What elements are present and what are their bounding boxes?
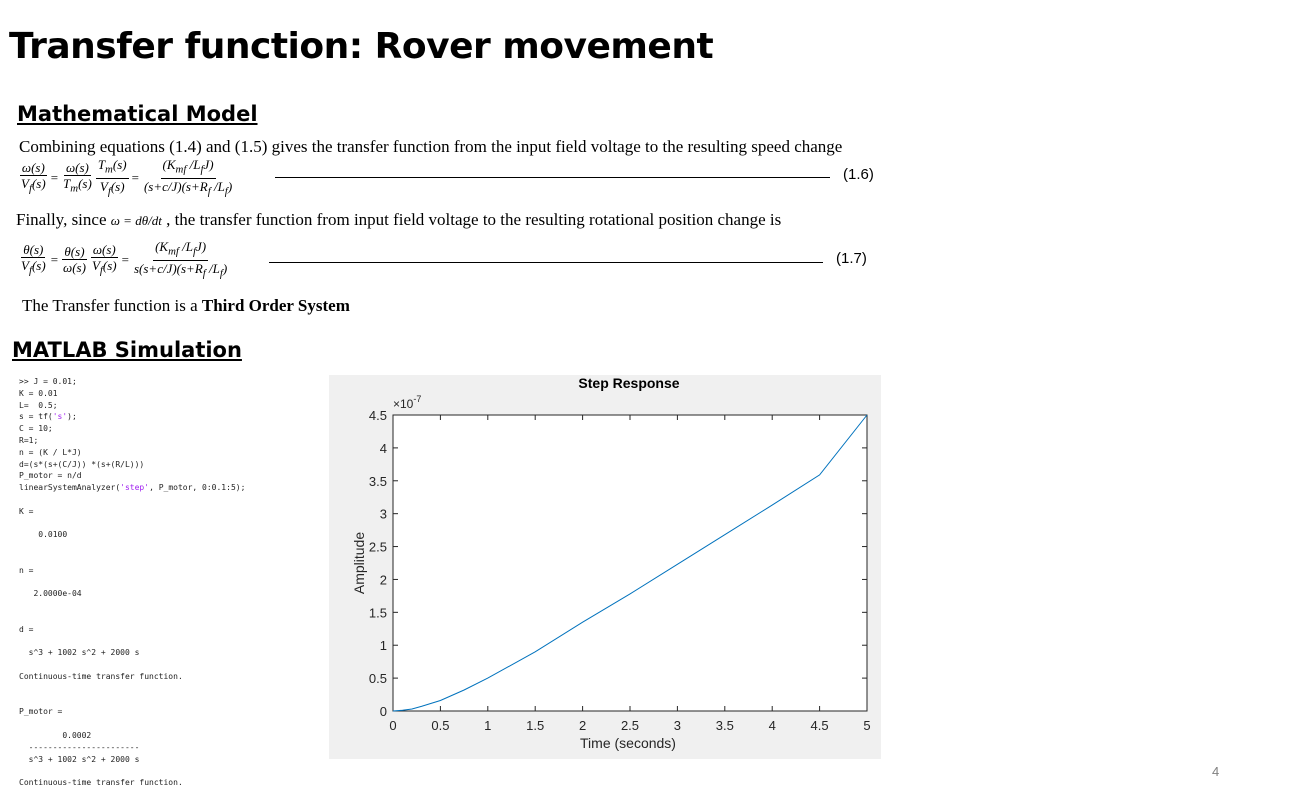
equation-1-7-number: (1.7) <box>836 250 867 267</box>
output-line: s^3 + 1002 s^2 + 2000 s <box>19 648 140 658</box>
x-tick-label: 2.5 <box>620 718 640 733</box>
x-axis-label: Time (seconds) <box>580 735 676 751</box>
y-multiplier-base: ×10 <box>393 397 414 411</box>
y-tick-label: 2.5 <box>368 539 387 555</box>
finally-prefix: Finally, since <box>16 210 107 229</box>
output-line: K = <box>19 506 34 516</box>
plot-area <box>393 415 867 711</box>
y-tick-label: 2 <box>379 572 387 588</box>
x-tick-label: 5 <box>863 718 871 733</box>
code-line: >> J = 0.01; <box>19 377 77 386</box>
code-line: P_motor = n/d <box>19 471 82 481</box>
y-axis-multiplier <box>393 394 421 411</box>
x-tick-label: 3.5 <box>715 718 734 733</box>
finally-text <box>16 210 781 230</box>
output-line: n = <box>19 565 34 575</box>
equation-1-6-leader-line <box>275 177 830 178</box>
code-line: linearSystemAnalyzer( <box>19 483 121 493</box>
chart-title: Step Response <box>578 375 680 391</box>
x-tick-label: 0.5 <box>431 718 450 733</box>
output-line: ----------------------- <box>19 742 140 752</box>
code-line: L= 0.5; <box>19 400 58 410</box>
output-line: s^3 + 1002 s^2 + 2000 s <box>19 754 140 764</box>
x-tick-label: 1 <box>484 718 492 733</box>
step-response-figure <box>329 375 881 759</box>
output-line: Continuous-time transfer function. <box>19 671 183 681</box>
finally-suffix: , the transfer function from input field voltage to the resulting rotational position change is <box>166 210 782 229</box>
code-line: n = (K / L*J) <box>19 447 82 457</box>
x-tick-label: 4 <box>768 718 776 733</box>
code-line: , P_motor, 0:0.1:5); <box>149 483 246 493</box>
conclusion-text <box>22 296 350 316</box>
code-string: 'step' <box>120 483 150 493</box>
matlab-code-listing <box>19 376 245 789</box>
omega-definition: ω = dθ/dt <box>110 213 162 228</box>
output-line: 0.0100 <box>19 530 68 540</box>
x-tick-label: 4.5 <box>810 718 829 733</box>
page-number: 4 <box>1212 764 1220 779</box>
x-tick-label: 2 <box>578 718 587 733</box>
math-intro-text: Combining equations (1.4) and (1.5) gives the transfer function from the input field voltage to the resulting speed change <box>19 137 843 156</box>
output-line: 0.0002 <box>19 730 92 740</box>
y-tick-label: 0 <box>379 704 387 719</box>
output-line: 2.0000e-04 <box>19 589 82 599</box>
y-tick-label: 4 <box>379 440 387 456</box>
conclusion-bold: Third Order System <box>201 296 350 315</box>
output-line: Continuous-time transfer function. <box>19 778 183 788</box>
output-line: d = <box>19 624 34 634</box>
y-axis-label: Amplitude <box>351 531 367 595</box>
equation-1-7-leader-line <box>269 262 823 263</box>
output-line: P_motor = <box>19 707 63 717</box>
math-model-heading: Mathematical Model <box>17 102 258 126</box>
y-tick-label: 3.5 <box>368 473 387 489</box>
y-tick-label: 3 <box>379 506 387 522</box>
code-string: 's' <box>52 412 68 422</box>
code-line: s = tf( <box>19 412 53 422</box>
y-tick-label: 4.5 <box>368 408 387 423</box>
code-line: K = 0.01 <box>19 388 58 398</box>
y-multiplier-exponent: -7 <box>413 394 422 404</box>
conclusion-prefix: The Transfer function is a <box>22 296 198 315</box>
matlab-simulation-heading: MATLAB Simulation <box>12 338 242 362</box>
x-tick-label: 0 <box>389 718 397 733</box>
code-line: C = 10; <box>19 424 53 434</box>
equation-1-6: $\frac{\omega(s)}{V_f(s)}$ = $\frac{\omega(s)}{T_m(s)}$ $\frac{T_m(s)}{V_f(s)}$ = $\frac{(K_{mf} /L_fJ)}{(s+c/J)(s+R_f /L_f)}$ <box>21 157 233 198</box>
code-line: ); <box>67 412 77 422</box>
equation-1-6-number: (1.6) <box>843 166 874 183</box>
code-line: R=1; <box>19 435 39 445</box>
x-tick-label: 3 <box>673 718 682 733</box>
slide-title: Transfer function: Rover movement <box>9 26 714 67</box>
code-line: d=(s*(s+(C/J)) *(s+(R/L))) <box>19 459 145 469</box>
equation-1-7: $\frac{\theta(s)}{V_f(s)}$ = $\frac{\theta(s)}{\omega(s)}$ $\frac{\omega(s)}{V_f(s)}$ = $\frac{(K_{mf} /L_fJ)}{s(s+c/J)(s+R_f /L_f)}$ <box>21 239 228 280</box>
x-tick-label: 1.5 <box>526 718 545 733</box>
y-tick-label: 0.5 <box>368 671 387 687</box>
y-tick-label: 1 <box>379 638 387 654</box>
y-tick-label: 1.5 <box>368 605 387 621</box>
step-response-chart <box>329 375 881 759</box>
